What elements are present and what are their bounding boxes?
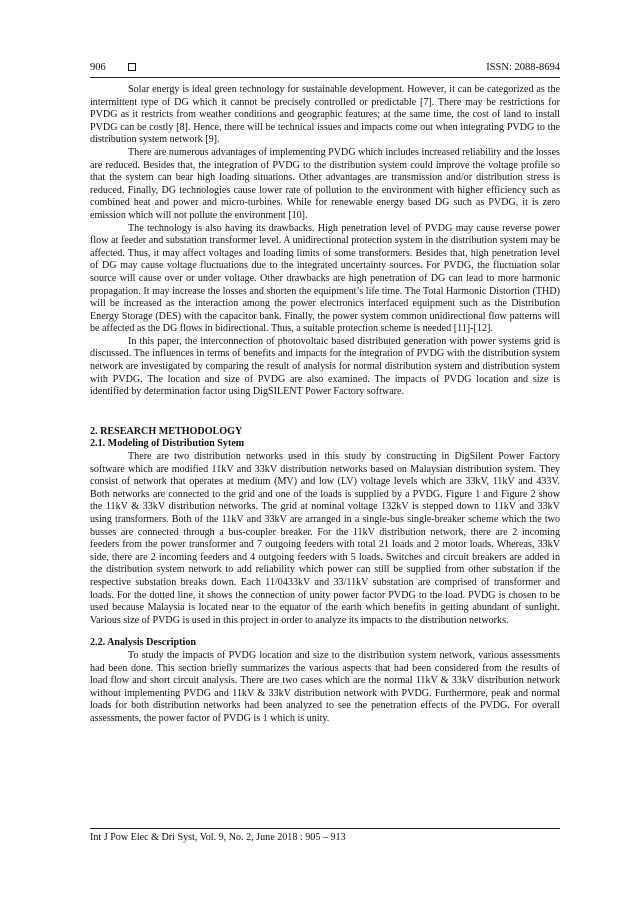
paragraph-modeling: There are two distribution networks used in this study by constructing in DigSilent Power Factory software which are modified 11kV and 33kV distribution networks based on Malaysian distribution system. They consist of network that operates at medium (MV) and low (LV) voltage levels which are 33kV, 11kV and 433V. Both networks are connected to the grid and one of the loads is supplied by a PVDG. Figure 1 and Figure 2 show the 11kV & 33kV distribution networks. The grid at nominal voltage 132kV is stepped down to 11kV and 33kV using transformers. Both of the 11kV and 33kV are arranged in a single-bus single-breaker scheme which the two busses are connected through a bus-coupler breaker. For the 11kV distribution network, there are 2 incoming feeders from the power transformer and 7 outgoing feeders with total 21 loads and 2 motor loads. Whereas, 33kV side, there are 2 incoming feeders and 4 outgoing feeders with 5 loads. Switches and circuit breakers are added in the distribution system network to add reliability which power can still be supplied from other substation if the respective substation breaks down. Each 11/0433kV and 33/11kV substation are comprised of transformer and loads. For the dotted line, it shows the connection of unity power factor PVDG to the load. PVDG is chosen to be used because Malaysia is located near to the equator of the earth which benefits in getting abundant of sunlight. Various size of PVDG is used in this project in order to analyze its impacts to the distribution networks. xyxy=(90,451,560,626)
footer-citation: Int J Pow Elec & Dri Syst, Vol. 9, No. 2, June 2018 : 905 – 913 xyxy=(90,832,346,843)
header-rule xyxy=(90,77,560,78)
square-bullet-icon xyxy=(128,63,136,71)
section-heading: 2. RESEARCH METHODOLOGY xyxy=(90,425,243,437)
page-body xyxy=(90,84,560,726)
subsection-heading-2-1: 2.1. Modeling of Distribution Sytem xyxy=(90,438,245,450)
paragraph-intro-3: The technology is also having its drawbacks. High penetration level of PVDG may cause reverse power flow at feeder and substation transformer level. A unidirectional protection system in the distribution system may be affected. Thus, it may affect voltages and loading limits of some transformers. Besides that, high penetration level of DG may cause voltage fluctuations due to the integrated uncertainty sources. For PVDG, the fluctuation solar source will cause over or under voltage. Other drawbacks are high penetration of DG can lead to more harmonic propagation. It may increase the losses and shorten the equipment’s life time. The Total Harmonic Distortion (THD) will be increased as the interaction among the power electronics interfaced equipment such as the Distribution Energy Storage (DES) with the capacitor bank. Finally, the power system common unidirectional flow patterns will be affected as the DG flows in bidirectional. Thus, a suitable protection scheme is needed [11]-[12]. xyxy=(90,222,560,335)
page-header xyxy=(90,62,560,76)
paragraph-intro-1: Solar energy is ideal green technology for sustainable development. However, it can be categorized as the intermittent type of DG which it cannot be precisely controlled or predictable [7]. There may be restrictions for PVDG as it restricts from weather conditions and geographic features; at the same time, the cost of land to install PVDG can be costly [8]. Hence, there will be technical issues and impacts come out when integrating PVDG to the distribution system network [9]. xyxy=(90,84,560,146)
paragraph-intro-4: In this paper, the interconnection of photovoltaic based distributed generation with power systems grid is discussed. The influences in terms of benefits and impacts for the integration of PVDG with the distribution system network are investigated by comparing the result of analysis for normal distribution system and distribution system with PVDG. The location and size of PVDG are also examined. The impacts of PVDG location and size is identified by determination factor using DigSILENT Power Factory software. xyxy=(90,335,560,398)
paragraph-analysis: To study the impacts of PVDG location and size to the distribution system network, various assessments had been done. This section briefly summarizes the various aspects that had been considered from the results of load flow and short circuit analysis. There are two cases which are the normal 11kV & 33kV distribution network without implementing PVDG and 11kV & 33kV distribution network with PVDG. Furthermore, peak and normal loads for both distribution networks had been analyzed to see the penetration effects of the PVDG. For overall assessments, the power factor of PVDG is 1 which is unity. xyxy=(90,649,560,724)
paragraph-intro-2: There are numerous advantages of implementing PVDG which includes increased reliability and the losses are reduced. Besides that, the integration of PVDG to the distribution system could improve the voltage profile so that the system can bear high loading situations. Other advantages are transmission and/or distribution stress is reduced. Finally, DG technologies cause lower rate of pollution to the environment with higher efficiency such as combined heat and power and micro-turbines. While for renewable energy based DG such as PVDG, it is zero emission which will not pollute the environment [10]. xyxy=(90,146,560,221)
footer-rule xyxy=(90,828,560,829)
page-number: 906 xyxy=(90,62,106,73)
subsection-heading-2-2: 2.2. Analysis Description xyxy=(90,637,196,649)
issn-label: ISSN: 2088-8694 xyxy=(486,62,560,73)
